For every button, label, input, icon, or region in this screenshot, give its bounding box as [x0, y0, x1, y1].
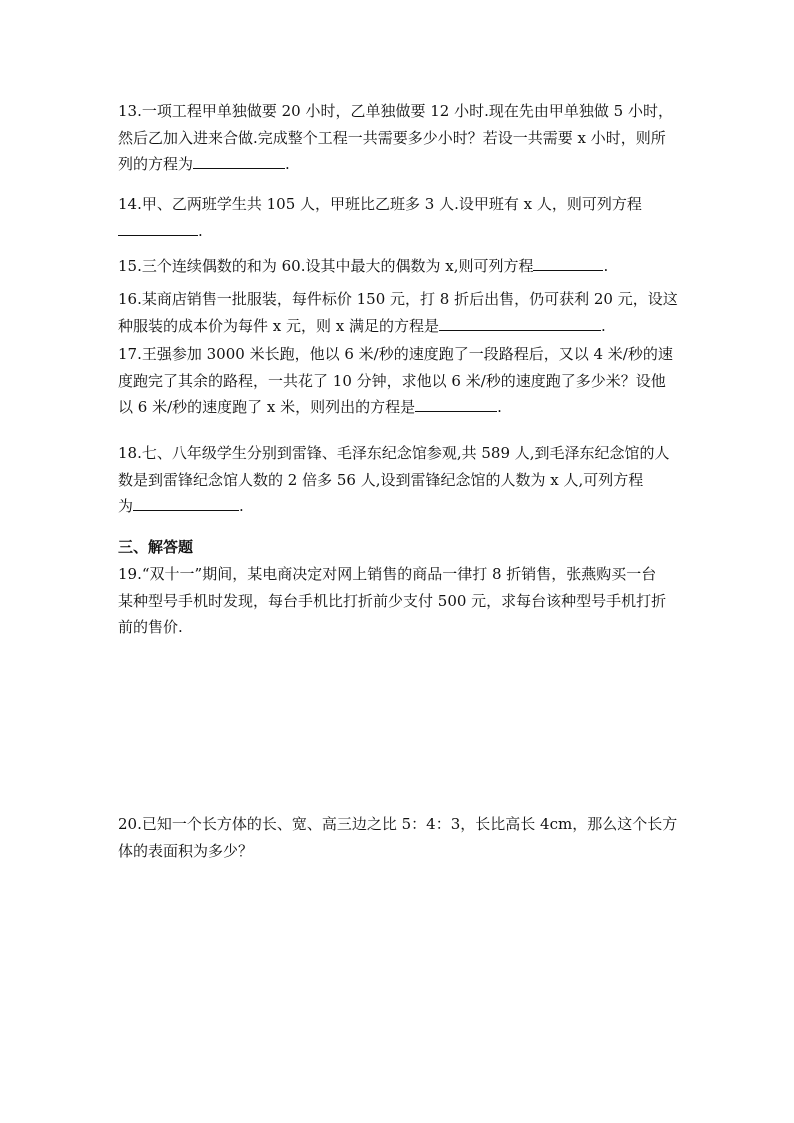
- question-16-period: .: [601, 316, 606, 335]
- question-18-line-3: [118, 493, 698, 520]
- question-18: [118, 440, 698, 520]
- question-18-period: .: [239, 497, 244, 515]
- question-15-line-1: [118, 253, 698, 280]
- question-16: [118, 286, 698, 339]
- question-14: [118, 191, 698, 244]
- question-13-line-1: 13.一项工程甲单独做要 20 小时，乙单独做要 12 小时.现在先由甲单独做 5 小时，: [118, 102, 673, 120]
- question-20-line-2: 体的表面积为多少？: [118, 841, 254, 860]
- question-18-text: 为: [118, 497, 134, 515]
- question-19-line-3: 前的售价.: [118, 618, 183, 636]
- question-20-line-1: 20.已知一个长方体的长、宽、高三边之比 5：4：3，长比高长 4cm，那么这个长方: [118, 815, 678, 833]
- question-14-line-1: 14.甲、乙两班学生共 105 人，甲班比乙班多 3 人.设甲班有 x 人，则可列方程: [118, 195, 642, 213]
- question-14-line-2: [118, 218, 698, 245]
- question-16-line-1: 16.某商店销售一批服装，每件标价 150 元，打 8 折后出售，仍可获利 20 元，设这: [118, 290, 678, 308]
- question-17: [118, 341, 698, 421]
- answer-blank-13[interactable]: [193, 152, 285, 169]
- answer-blank-18[interactable]: [133, 494, 239, 511]
- question-13-period: .: [285, 155, 290, 173]
- question-13-text: 列的方程为: [118, 155, 194, 173]
- question-13: [118, 98, 698, 178]
- section-heading: 三、解答题: [118, 538, 194, 556]
- answer-blank-17[interactable]: [415, 395, 497, 412]
- question-19-line-2: 某种型号手机时发现，每台手机比打折前少支付 500 元，求每台该种型号手机打折: [118, 591, 667, 610]
- question-15: [118, 253, 698, 280]
- question-17-text: 以 6 米/秒的速度跑了 x 米，则列出的方程是: [118, 398, 416, 416]
- question-17-line-1: 17.王强参加 3000 米长跑，他以 6 米/秒的速度跑了一段路程后，又以 4 米/秒的速: [118, 345, 673, 363]
- question-14-period: .: [198, 221, 203, 240]
- section-3: [118, 534, 698, 561]
- question-17-period: .: [497, 398, 502, 416]
- question-15-period: .: [603, 257, 609, 275]
- question-15-text: 15.三个连续偶数的和为 60.设其中最大的偶数为 x,则可列方程: [118, 257, 534, 275]
- question-19-line-1: 19.“双十一”期间，某电商决定对网上销售的商品一律打 8 折销售，张燕购买一台: [118, 565, 657, 583]
- question-19: [118, 561, 698, 641]
- question-17-line-3: [118, 394, 698, 421]
- answer-blank-14[interactable]: [118, 219, 198, 236]
- question-20: [118, 811, 698, 864]
- question-18-line-2: 数是到雷锋纪念馆人数的 2 倍多 56 人,设到雷锋纪念馆的人数为 x 人,可列方程: [118, 470, 644, 489]
- answer-blank-15[interactable]: [533, 254, 603, 271]
- question-18-line-1: 18.七、八年级学生分别到雷锋、毛泽东纪念馆参观,共 589 人,到毛泽东纪念馆的人: [118, 444, 670, 462]
- question-16-line-2: [118, 313, 698, 340]
- question-13-line-2: 然后乙加入进来合做.完成整个工程一共需要多少小时？若设一共需要 x 小时，则所: [118, 128, 666, 147]
- answer-blank-16[interactable]: [439, 314, 601, 331]
- question-17-line-2: 度跑完了其余的路程，一共花了 10 分钟，求他以 6 米/秒的速度跑了多少米？设他: [118, 371, 666, 390]
- question-13-line-3: [118, 151, 698, 178]
- question-16-text: 种服装的成本价为每件 x 元，则 x 满足的方程是: [118, 316, 439, 335]
